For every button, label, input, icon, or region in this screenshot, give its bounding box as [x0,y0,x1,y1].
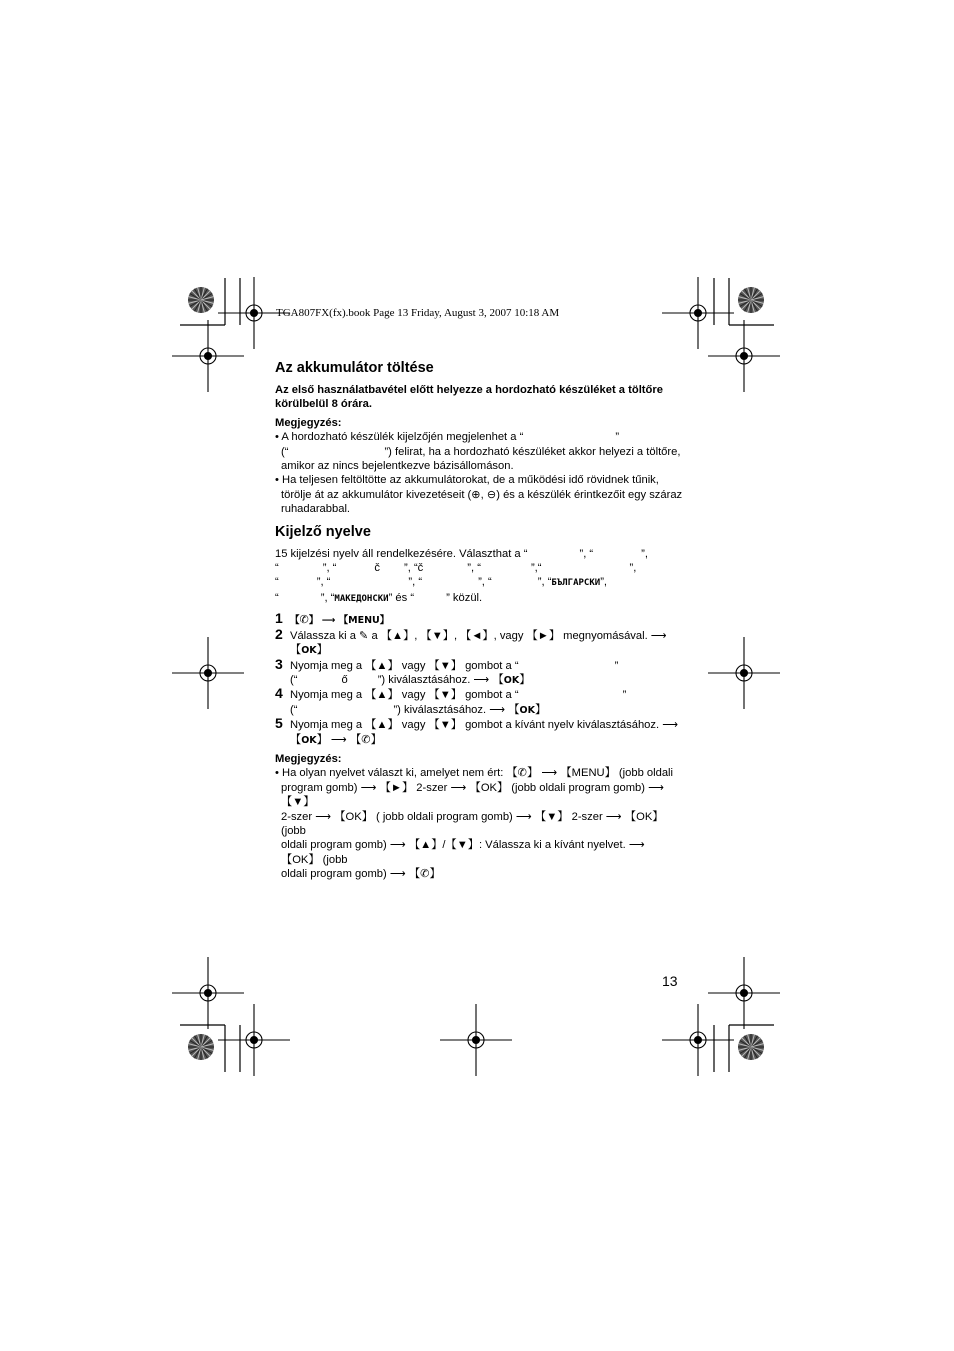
note-heading: Megjegyzés: [275,416,342,429]
step-1: 1 【✆】 ⟶ 【MENU】 [275,610,390,627]
step-5: 5 Nyomja meg a 【▲】 vagy 【▼】 gombot a kívánt nyelv kiválasztásához. ⟶ 【OK】 ⟶ 【✆】 [275,715,679,746]
section-title-language: Kijelző nyelve [275,523,371,540]
note-bullet-2: • Ha teljesen feltöltötte az akkumulátorokat, de a működési idő rövidnek tűnik, törölje át az akkumulátor kivezetéseit (⊕, ⊖) és a készülék érintkezőit egy száraz ruhadarabbal. [275,474,683,516]
handset-off-icon: ✆ [361,733,371,746]
language-reset-note: • Ha olyan nyelvet választ ki, amelyet nem ért: 【✆】 ⟶ 【MENU】 (jobb oldali program gomb) ⟶ 【►】 2-szer ⟶ 【OK】 (jobb oldali program gomb) ⟶ 【▼】 2-szer ⟶ 【OK】 ( jobb oldali program gomb) ⟶ 【▼】 2-szer ⟶ 【OK】 (jobb oldali program gomb) ⟶ 【▲】/【▼】: Válassza ki a kívánt nyelvet. ⟶ 【OK】 (jobb oldali program gomb) ⟶ 【✆】 [275,767,674,881]
language-list: 15 kijelzési nyelv áll rendelkezésére. Választhat a “ ”, “ ”, “ ”, “ č ”, “č ”, “ ”,“ ”, “ ”, “ ”, “ ”, “ ”, “БЪЛГАРСКИ”, “ ”, “МАКЕДОНСКИ” és “ ” közül. [275,547,648,604]
step-4: 4 Nyomja meg a 【▲】 vagy 【▼】 gombot a “ ” (“ ”) kiválasztásához. ⟶ 【OK】 [275,685,627,716]
page-number: 13 [662,973,678,989]
section-title-battery: Az akkumulátor töltése [275,360,434,376]
handset-off-icon: ✆ [299,614,309,627]
note-heading-2: Megjegyzés: [275,752,342,765]
book-header-line: TGA807FX(fx).book Page 13 Friday, August 3, 2007 10:18 AM [276,307,560,319]
step-2: 2 Válassza ki a ✎ a 【▲】, 【▼】, 【◄】, vagy 【►】 megnyomásával. ⟶ 【OK】 [275,625,667,657]
battery-intro: Az első használatbavétel előtt helyezze a hordozható készüléket a töltőre körülbelül 8 órára. [275,384,663,411]
page-content [275,360,685,882]
step-3: 3 Nyomja meg a 【▲】 vagy 【▼】 gombot a “ ” (“ ő ”) kiválasztásához. ⟶ 【OK】 [275,655,619,686]
note-bullet-1: • A hordozható készülék kijelzőjén megjelenhet a “ ” (“ ”) felirat, ha a hordozható készüléket akkor helyezi a töltőre, amikor az nincs bejelentkezve bázisállomáson. [275,431,681,473]
tool-icon: ✎ [359,629,369,642]
